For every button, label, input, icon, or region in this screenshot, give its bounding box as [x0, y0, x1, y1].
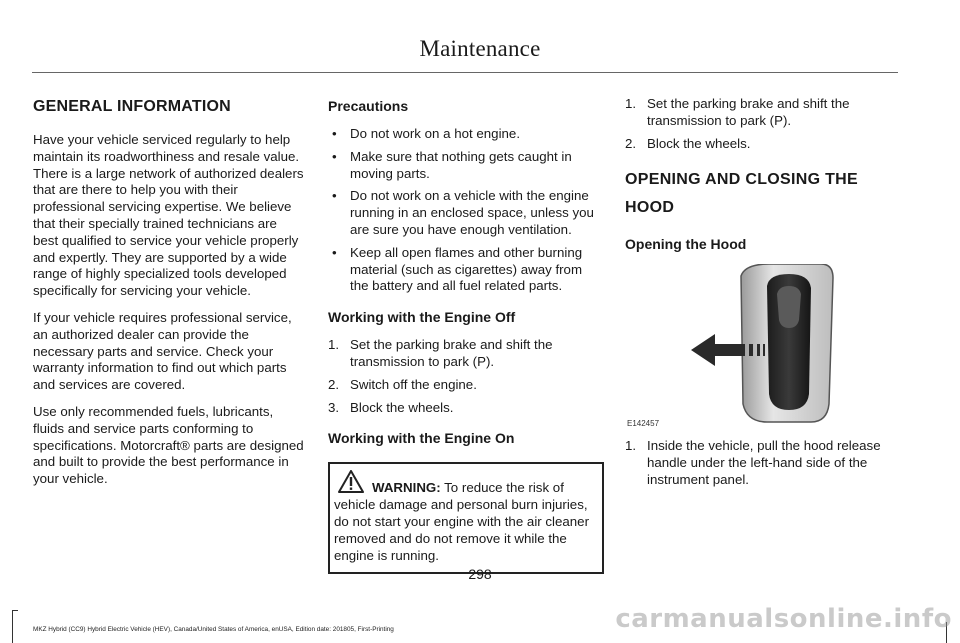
header-rule [32, 72, 898, 73]
list-item-text: Make sure that nothing gets caught in moving parts. [350, 148, 572, 181]
general-info-paragraph-1: Have your vehicle serviced regularly to help maintain its roadworthiness and resale value. There is a large network of authorized dealers that are there to help you with their professional servicing expertise. We believe that their specially trained technicians are best qualified to service your vehicle properly and expertly. They are supported by a wide range of highly specialized tools developed specifically for servicing your vehicle. [33, 132, 304, 299]
bullet: • [332, 244, 337, 260]
step-number: 1. [625, 438, 637, 454]
step-text: Block the wheels. [647, 135, 751, 151]
footer-text: MKZ Hybrid (CC9) Hybrid Electric Vehicle (HEV), Canada/United States of America, enUSA, Edition date: 201805, First-Printing [33, 626, 394, 633]
step-text: Set the parking brake and shift the transmission to park (P). [350, 337, 553, 369]
step-number: 2. [625, 135, 637, 151]
list-item [625, 96, 897, 130]
precautions-list [328, 126, 604, 295]
heading-line-2: HOOD [625, 199, 675, 217]
crop-mark [12, 610, 18, 611]
opening-hood-heading: Opening the Hood [625, 236, 747, 253]
figure-label: E142457 [627, 419, 660, 429]
list-item [328, 245, 604, 295]
hood-release-figure [625, 264, 897, 430]
bullet: • [332, 148, 337, 164]
engine-on-heading: Working with the Engine On [328, 430, 515, 447]
general-info-paragraph-3: Use only recommended fuels, lubricants, fluids and service parts conforming to specifications. Motorcraft® parts are designed and built to provide the best performance in your vehicle. [33, 403, 304, 487]
list-item [625, 438, 897, 488]
column-general-information [33, 96, 305, 498]
step-number: 1. [328, 337, 340, 353]
general-info-paragraph-2: If your vehicle requires professional service, an authorized dealer can provide the necessary parts and service. Check your warranty information to find out which parts and services are covered. [33, 309, 292, 393]
list-item [328, 377, 604, 394]
engine-on-steps [625, 96, 897, 152]
step-number: 1. [625, 96, 637, 111]
crop-mark [12, 610, 13, 643]
warning-text: To reduce the risk of vehicle damage and personal burn injuries, do not start your engine with the air cleaner removed and do not remove it while the engine is running. [334, 480, 590, 563]
list-item-text: Do not work on a hot engine. [350, 126, 521, 141]
list-item [328, 337, 604, 371]
step-number: 2. [328, 376, 340, 392]
engine-off-heading: Working with the Engine Off [328, 309, 516, 326]
list-item [625, 136, 897, 153]
step-text: Set the parking brake and shift the transmission to park (P). [647, 96, 850, 128]
step-text: Switch off the engine. [350, 376, 477, 392]
page-number: 298 [468, 566, 492, 582]
list-item [328, 400, 604, 417]
bullet: • [332, 188, 337, 204]
warning-box [328, 462, 604, 574]
opening-closing-hood-heading [625, 166, 897, 222]
heading-line-1: OPENING AND CLOSING THE [625, 171, 858, 189]
opening-hood-steps [625, 438, 897, 488]
list-item [328, 126, 604, 143]
list-item-text: Keep all open flames and other burning material (such as cigarettes) away from the battery and all fuel related parts. [350, 244, 583, 294]
warning-icon [338, 470, 364, 493]
column-opening-hood [625, 96, 897, 501]
warning-label: WARNING: [372, 480, 441, 496]
step-text: Block the wheels. [350, 399, 454, 415]
step-number: 3. [328, 399, 340, 415]
list-item [328, 188, 604, 238]
column-precautions [328, 96, 604, 574]
hood-release-handle-illustration [689, 264, 869, 424]
list-item-text: Do not work on a vehicle with the engine running in an enclosed space, unless you are sure you have enough ventilation. [350, 188, 594, 237]
bullet: • [332, 126, 337, 141]
precautions-heading: Precautions [328, 98, 409, 114]
engine-off-steps [328, 337, 604, 416]
watermark: carmanualsonline.info [615, 604, 952, 634]
general-information-heading: GENERAL INFORMATION [33, 98, 231, 115]
page-header-title: Maintenance [419, 36, 541, 61]
step-text: Inside the vehicle, pull the hood release handle under the left-hand side of the instrument panel. [647, 438, 881, 487]
list-item [328, 149, 604, 183]
